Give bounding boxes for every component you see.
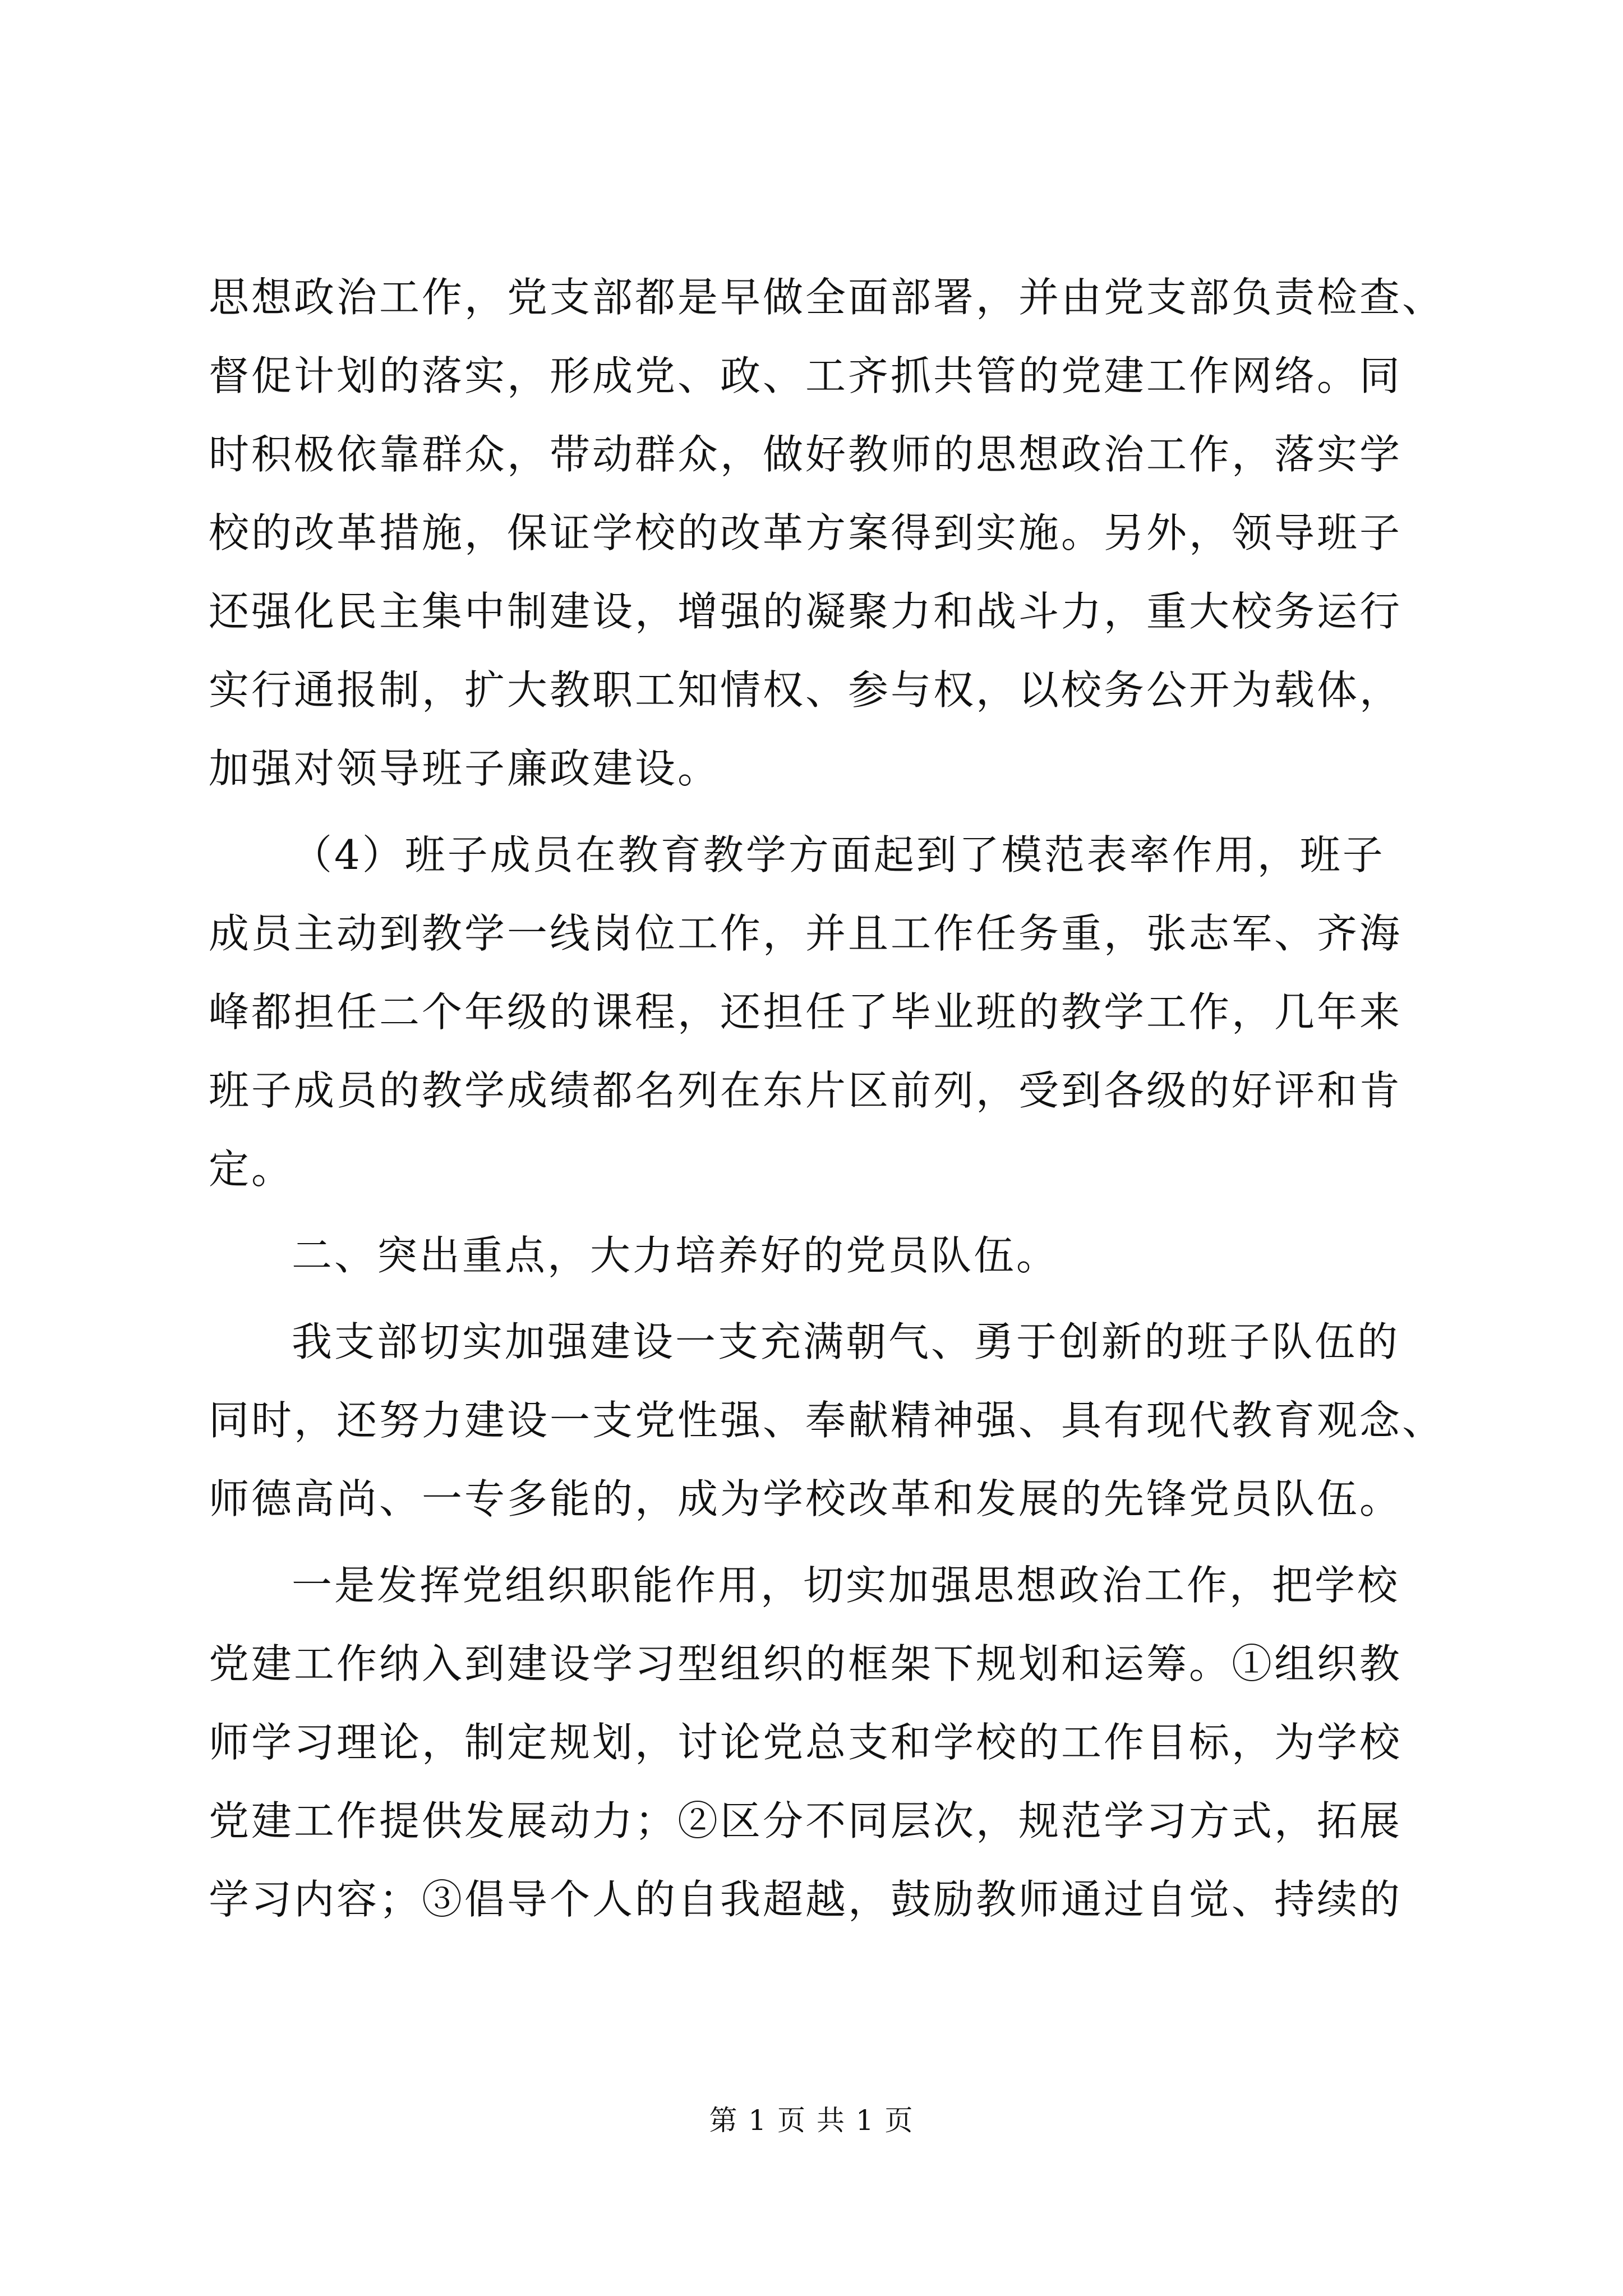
text-line: 党建工作纳入到建设学习型组织的框架下规划和运筹。①组织教 xyxy=(209,1640,1403,1687)
text-line: 实行通报制，扩大教职工知情权、参与权，以校务公开为载体， xyxy=(209,666,1403,714)
text-line: 督促计划的落实，形成党、政、工齐抓共管的党建工作网络。同 xyxy=(209,352,1403,399)
document-body xyxy=(209,258,1445,1939)
text-line: 班子成员的教学成绩都名列在东片区前列，受到各级的好评和肯 xyxy=(209,1067,1403,1114)
paragraph-start-line: 我支部切实加强建设一支充满朝气、勇于创新的班子队伍的 xyxy=(292,1318,1400,1365)
text-line: 加强对领导班子廉政建设。 xyxy=(209,745,721,792)
text-line: 师学习理论，制定规划，讨论党总支和学校的工作目标，为学校 xyxy=(209,1719,1403,1766)
text-line: 定。 xyxy=(209,1145,294,1193)
section-heading: 二、突出重点，大力培养好的党员队伍。 xyxy=(292,1232,1059,1279)
paragraph-start-line: 一是发挥党组织职能作用，切实加强思想政治工作，把学校 xyxy=(292,1562,1400,1609)
text-line: 校的改革措施，保证学校的改革方案得到实施。另外，领导班子 xyxy=(209,509,1403,556)
text-line: 峰都担任二个年级的课程，还担任了毕业班的教学工作，几年来 xyxy=(209,988,1403,1036)
text-line: 同时，还努力建设一支党性强、奉献精神强、具有现代教育观念、 xyxy=(209,1397,1445,1444)
page-footer: 第 1 页 共 1 页 xyxy=(709,2104,914,2137)
text-line: 时积极依靠群众，带动群众，做好教师的思想政治工作，落实学 xyxy=(209,431,1403,478)
text-line: 党建工作提供发展动力；②区分不同层次，规范学习方式，拓展 xyxy=(209,1797,1403,1844)
text-line: 思想政治工作，党支部都是早做全面部署，并由党支部负责检查、 xyxy=(209,274,1445,321)
text-line: 成员主动到教学一线岗位工作，并且工作任务重，张志军、齐海 xyxy=(209,910,1403,957)
text-line: 还强化民主集中制建设，增强的凝聚力和战斗力，重大校务运行 xyxy=(209,588,1403,635)
paragraph-start-line: （4）班子成员在教育教学方面起到了模范表率作用，班子 xyxy=(292,831,1385,878)
text-line: 学习内容；③倡导个人的自我超越，鼓励教师通过自觉、持续的 xyxy=(209,1876,1403,1923)
text-line: 师德高尚、一专多能的，成为学校改革和发展的先锋党员队伍。 xyxy=(209,1475,1403,1522)
